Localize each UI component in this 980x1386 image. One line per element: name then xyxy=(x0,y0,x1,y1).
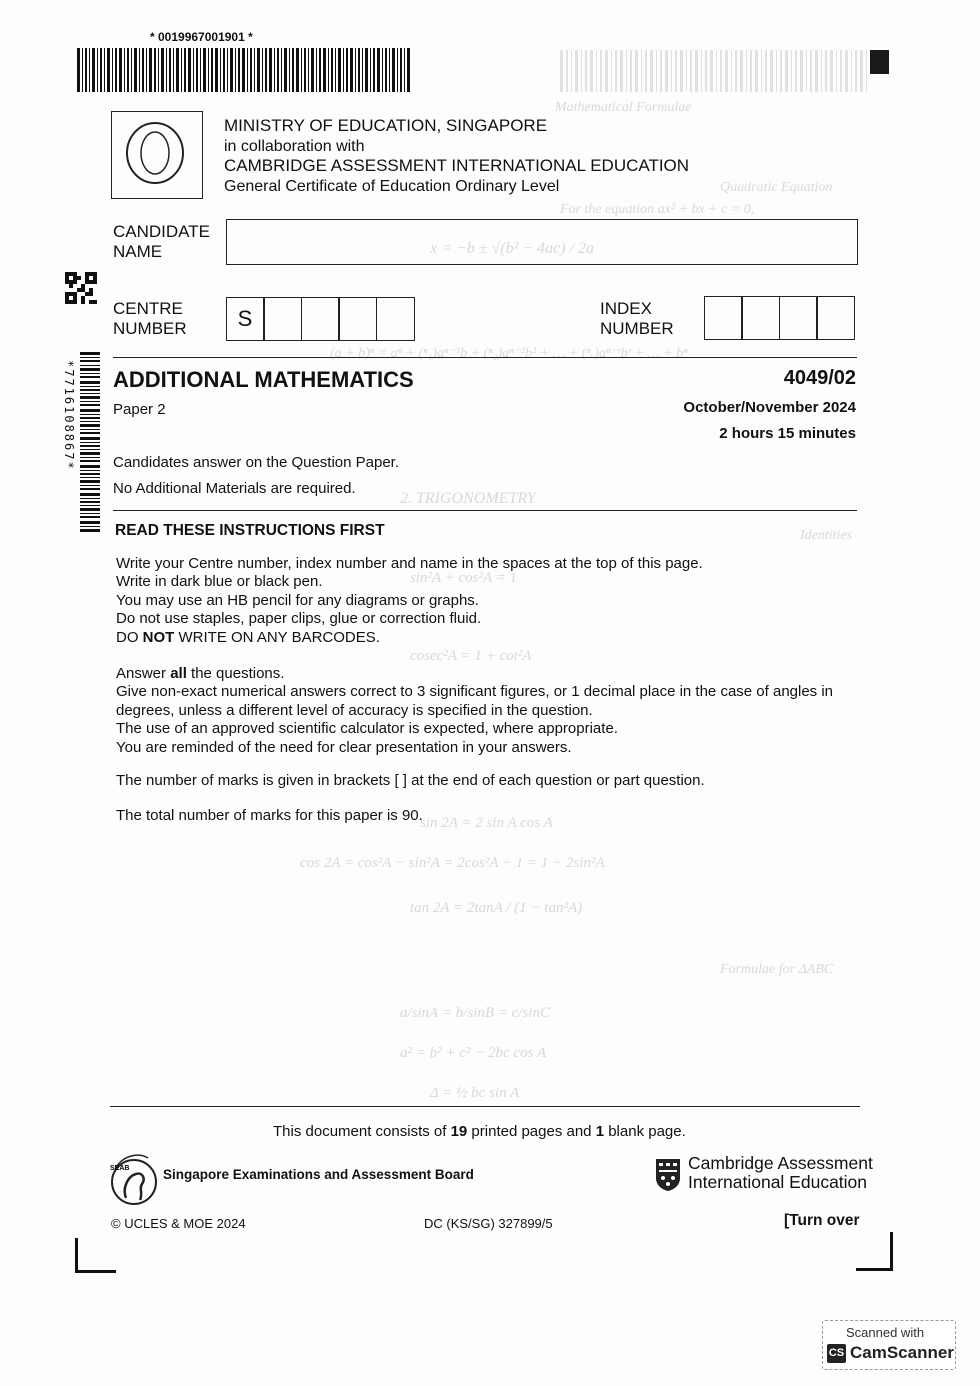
label-line: NUMBER xyxy=(113,319,187,338)
index-cell[interactable] xyxy=(816,296,855,340)
page-count-note xyxy=(273,1123,686,1140)
answer-on-paper-text: Candidates answer on the Question Paper. xyxy=(113,454,400,471)
barcode-number: * 0019967001901 * xyxy=(150,30,253,44)
emphasis: NOT xyxy=(142,628,175,646)
centre-cell[interactable] xyxy=(263,297,302,341)
seab-name: Singapore Examinations and Assessment Board xyxy=(163,1167,474,1182)
text-run: DO xyxy=(116,628,143,646)
label-line: CENTRE xyxy=(113,299,183,318)
seab-logo-text: SEAB xyxy=(110,1165,130,1172)
syllabus-code: 4049/02 xyxy=(783,367,856,389)
text-run: blank page. xyxy=(604,1123,686,1140)
subject-title: ADDITIONAL MATHEMATICS xyxy=(113,367,414,392)
copyright: © UCLES & MOE 2024 xyxy=(111,1216,246,1231)
ministry-title: MINISTRY OF EDUCATION, SINGAPORE xyxy=(224,116,548,135)
blank-pages-count: 1 xyxy=(595,1123,605,1140)
centre-cell[interactable] xyxy=(301,297,340,341)
text-run: the questions. xyxy=(186,665,285,682)
exam-session: October/November 2024 xyxy=(683,399,856,416)
index-cell[interactable] xyxy=(779,296,818,340)
corner-mark xyxy=(75,1238,116,1273)
side-barcode-number: *7716108867* xyxy=(62,360,76,471)
cambridge-title: CAMBRIDGE ASSESSMENT INTERNATIONAL EDUCATION xyxy=(224,156,690,175)
label-line: CANDIDATE xyxy=(113,222,210,241)
cambridge-brand xyxy=(688,1154,873,1192)
divider xyxy=(113,510,857,511)
instruction-line xyxy=(116,665,864,683)
instruction-line: You are reminded of the need for clear presentation in your answers. xyxy=(116,738,572,756)
camscanner-name: CamScanner xyxy=(850,1343,954,1362)
corner-mark xyxy=(856,1232,893,1271)
document-code: DC (KS/SG) 327899/5 xyxy=(424,1216,553,1231)
centre-cell[interactable]: S xyxy=(226,297,265,341)
label-line: NUMBER xyxy=(600,319,674,338)
centre-number-label xyxy=(113,299,187,339)
centre-cell[interactable] xyxy=(376,297,415,341)
instructions-heading: READ THESE INSTRUCTIONS FIRST xyxy=(115,522,385,539)
instruction-line: Write in dark blue or black pen. xyxy=(116,573,323,591)
text-run: printed pages and xyxy=(467,1123,596,1140)
scanned-with-text: Scanned with xyxy=(846,1325,925,1340)
materials-text: No Additional Materials are required. xyxy=(113,480,356,497)
logo-o-icon xyxy=(124,120,186,186)
camscanner-brand xyxy=(827,1343,954,1363)
candidate-name-label xyxy=(113,222,210,262)
text-run: This document consists of xyxy=(273,1123,451,1140)
exam-duration: 2 hours 15 minutes xyxy=(719,425,856,442)
divider xyxy=(110,1106,860,1107)
paper-number: Paper 2 xyxy=(113,401,166,418)
index-number-label xyxy=(600,299,674,339)
barcode xyxy=(77,48,411,92)
divider xyxy=(113,357,857,358)
text-run: WRITE ON ANY BARCODES. xyxy=(174,628,380,646)
registration-mark xyxy=(870,50,889,74)
index-number-field[interactable] xyxy=(705,296,855,340)
instruction-line: Do not use staples, paper clips, glue or correction fluid. xyxy=(116,610,482,628)
instruction-line: You may use an HB pencil for any diagrams or graphs. xyxy=(116,591,479,609)
cambridge-crest-icon xyxy=(655,1158,681,1192)
centre-number-field[interactable] xyxy=(227,297,415,341)
text-run: Answer xyxy=(116,665,171,682)
instructions-block-2 xyxy=(116,665,864,757)
marks-note: The number of marks is given in brackets [ ] at the end of each question or part question. xyxy=(116,772,705,789)
label-line: INDEX xyxy=(600,299,652,318)
brand-line: International Education xyxy=(688,1172,868,1192)
total-marks-note: The total number of marks for this paper is 90. xyxy=(116,807,423,824)
certificate-title: General Certificate of Education Ordinary Level xyxy=(224,178,560,195)
index-cell[interactable] xyxy=(741,296,780,340)
qr-code-icon xyxy=(64,272,98,304)
instruction-line: Write your Centre number, index number and name in the spaces at the top of this page. xyxy=(116,555,703,572)
index-cell[interactable] xyxy=(704,296,743,340)
printed-pages-count: 19 xyxy=(450,1123,468,1140)
emphasis: all xyxy=(170,665,187,682)
label-line: NAME xyxy=(113,242,163,261)
ghost-barcode xyxy=(560,50,870,92)
camscanner-icon: CS xyxy=(827,1344,846,1363)
instruction-line: Give non-exact numerical answers correct to 3 significant figures, or 1 decimal place in the case of angles in degrees, unless a different level of accuracy is specified in the question. xyxy=(116,683,834,719)
brand-line: Cambridge Assessment xyxy=(688,1153,873,1173)
centre-cell[interactable] xyxy=(338,297,377,341)
candidate-name-field[interactable] xyxy=(226,219,858,265)
turn-over: [Turn over xyxy=(784,1212,860,1229)
collaboration-text: in collaboration with xyxy=(224,138,365,155)
seab-logo-icon xyxy=(108,1148,160,1208)
instruction-line: The use of an approved scientific calculator is expected, where appropriate. xyxy=(116,720,618,738)
instructions-block-1 xyxy=(116,555,864,647)
instruction-line xyxy=(116,629,864,647)
